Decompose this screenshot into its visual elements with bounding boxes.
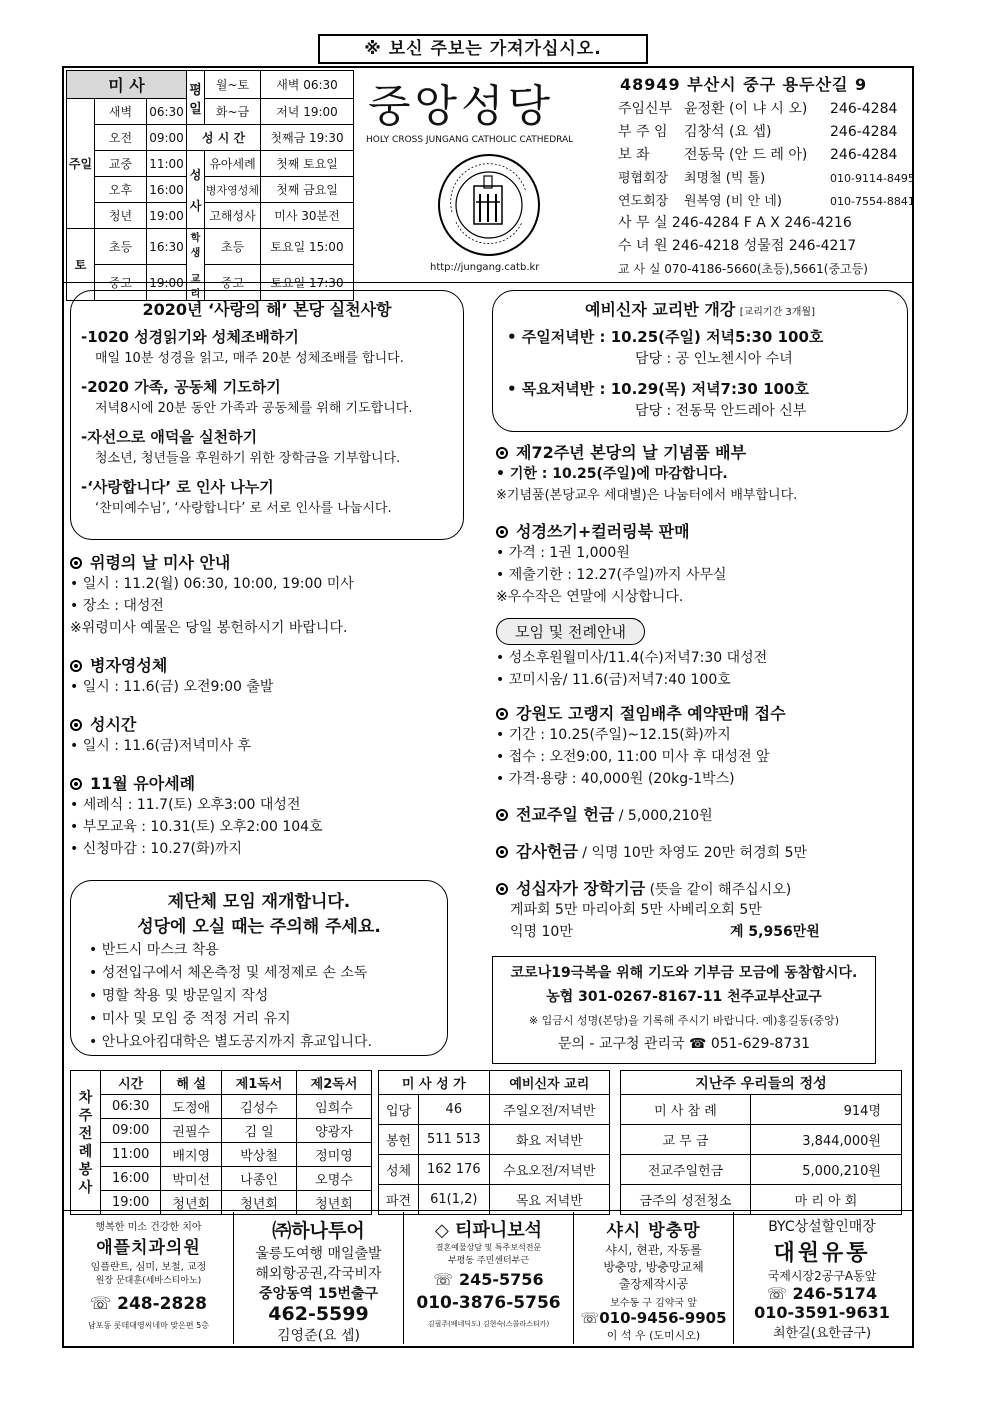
notice-block bbox=[70, 550, 480, 639]
notice-line: • 세례식 : 11.7(토) 오후3:00 대성전 bbox=[70, 797, 301, 813]
sacrament-time: 첫째 토요일 bbox=[261, 151, 354, 177]
covid-line: 코로나19극복을 위해 기도와 기부금 모금에 동참합시다. bbox=[510, 965, 858, 981]
table-row: 19:00 청년회 청년회 청년회 bbox=[71, 1191, 372, 1215]
practice-box bbox=[70, 290, 464, 540]
church-name: 중앙성당 bbox=[368, 81, 555, 132]
covid-line: 농협 301-0267-8167-11 천주교부산교구 bbox=[546, 989, 822, 1005]
ad-byc-store: BYC상설할인매장 대원유통 국제시장2공구A동앞 ☏ 246-5174 010-3591-9631 최한길(요한금구) bbox=[754, 1219, 890, 1341]
sacrament-time: 첫째 금요일 bbox=[261, 177, 354, 203]
service-side-label: 차 주 전 례 봉 사 bbox=[71, 1071, 101, 1215]
bullet-icon bbox=[496, 447, 508, 459]
catechumen-note: [교리기간 3개월] bbox=[739, 307, 815, 318]
notice-line: ※우수작은 연말에 시상합니다. bbox=[496, 589, 684, 605]
notice-title: 성시간 bbox=[90, 715, 137, 734]
notice-line: • 가격·용량 : 40,000원 (20kg-1박스) bbox=[496, 771, 735, 787]
mass-title: 미 사 bbox=[67, 71, 187, 99]
resume-item: • 성전입구에서 체온측정 및 세정제로 손 소독 bbox=[89, 965, 368, 981]
sunday-label: 주일 bbox=[67, 99, 95, 229]
notice-title: 성경쓰기+컬러링북 판매 bbox=[516, 522, 690, 541]
notice-title: 병자영성체 bbox=[90, 656, 168, 675]
resume-item: • 반드시 마스크 착용 bbox=[89, 942, 219, 958]
catechism-name: 중고 bbox=[205, 265, 261, 301]
offering-title: 지난주 우리들의 정성 bbox=[621, 1071, 902, 1095]
weekday-time: 새벽 06:30 bbox=[261, 71, 354, 99]
staff-list bbox=[618, 98, 915, 213]
mass-time: 19:00 bbox=[147, 203, 187, 229]
staff-row: 평협회장 최명철 (빅 톨) 010-9114-8495 bbox=[618, 171, 915, 186]
church-name-en: HOLY CROSS JUNGANG CATHOLIC CATHEDRAL bbox=[366, 135, 574, 145]
left-notices bbox=[70, 550, 480, 860]
mass-time: 09:00 bbox=[147, 125, 187, 151]
practice-item-desc: 저녁8시에 20분 동안 가족과 공동체를 위해 기도합니다. bbox=[95, 401, 413, 416]
notice-line: • 가격 : 1권 1,000원 bbox=[496, 545, 630, 561]
scholar-total: 계 5,956만원 bbox=[730, 924, 820, 940]
church-seal-icon bbox=[436, 152, 542, 258]
resume-item: • 안나요아킴대학은 별도공지까지 휴교입니다. bbox=[89, 1034, 373, 1050]
table-row: 교 무 금 3,844,000원 bbox=[621, 1125, 902, 1155]
hymn-header: 미 사 성 가 bbox=[379, 1071, 490, 1095]
notice-title: 11월 유아세례 bbox=[90, 774, 196, 793]
service-header: 제2독서 bbox=[297, 1071, 372, 1095]
meeting-line: • 꼬미시움/ 11.6(금)저녁7:40 100호 bbox=[496, 672, 731, 688]
header-divider bbox=[64, 282, 912, 283]
notice-line: • 일시 : 11.6(금) 오전9:00 출발 bbox=[70, 679, 274, 695]
table-row: 입당 46 주일오전/저녁반 bbox=[379, 1095, 610, 1125]
staff-row: 보 좌 전동묵 (안 드 레 아) 246-4284 bbox=[618, 147, 898, 163]
catechumen-line: • 목요저녁반 : 10.29(목) 저녁7:30 100호 bbox=[507, 380, 809, 398]
resume-title: 성당에 오실 때는 주의해 주세요. bbox=[137, 917, 381, 937]
bullet-icon bbox=[70, 719, 82, 731]
notice-line: ※위령미사 예물은 당일 봉헌하시기 바랍니다. bbox=[70, 620, 348, 636]
notice-title: 전교주일 헌금 bbox=[516, 805, 615, 824]
notice-line: • 일시 : 11.6(금)저녁미사 후 bbox=[70, 738, 252, 754]
meeting-line: • 성소후원월미사/11.4(수)저녁7:30 대성전 bbox=[496, 650, 768, 666]
service-table bbox=[70, 1070, 372, 1215]
mass-time: 19:00 bbox=[147, 265, 187, 301]
practice-item-title: -‘사랑합니다’ 로 인사 나누기 bbox=[81, 478, 274, 496]
staff-row: 연도회장 원복영 (비 안 네) 010-7554-8841 bbox=[618, 194, 915, 209]
bullet-icon bbox=[70, 778, 82, 790]
resume-item: • 명할 착용 및 방문일지 작성 bbox=[89, 988, 269, 1004]
notice-line: • 접수 : 오전9:00, 11:00 미사 후 대성전 앞 bbox=[496, 749, 770, 765]
catechumen-title: 예비신자 교리반 개강 bbox=[584, 300, 736, 319]
catechumen-line: • 주일저녁반 : 10.25(주일) 저녁5:30 100호 bbox=[507, 328, 824, 346]
mass-name: 오전 bbox=[95, 125, 147, 151]
covid-line: 문의 - 교구청 관리국 ☎ 051-629-8731 bbox=[557, 1036, 811, 1052]
notice-line: • 일시 : 11.2(월) 06:30, 10:00, 19:00 미사 bbox=[70, 576, 354, 592]
covid-line: ※ 입금시 성명(본당)을 기록해 주시기 바랍니다. 예)홍길동(중앙) bbox=[528, 1014, 840, 1027]
bullet-icon bbox=[70, 660, 82, 672]
table-row: 봉헌 511 513 화요 저녁반 bbox=[379, 1125, 610, 1155]
table-row: 06:30 도정애 김성수 임희수 bbox=[71, 1095, 372, 1119]
holy-hour-value: 첫째금 19:30 bbox=[261, 125, 354, 151]
sacrament-label: 성 사 bbox=[187, 151, 205, 229]
notice-title: 성십자가 장학기금 bbox=[516, 879, 646, 898]
staff-row: 부 주 임 김창석 (요 셉) 246-4284 bbox=[618, 124, 898, 140]
bullet-icon bbox=[496, 526, 508, 538]
mass-name: 새벽 bbox=[95, 99, 147, 125]
bullet-icon bbox=[496, 708, 508, 720]
notice-line: • 기간 : 10.25(주일)~12.15(화)까지 bbox=[496, 727, 731, 743]
notice-title: 강원도 고랭지 절임배추 예약판매 접수 bbox=[516, 704, 786, 723]
notice-line: • 기한 : 10.25(주일)에 마감합니다. bbox=[496, 466, 728, 482]
practice-item-title: -자선으로 애덕을 실천하기 bbox=[81, 428, 258, 446]
take-home-banner: ※ 보신 주보는 가져가십시오. bbox=[318, 34, 648, 64]
notice-line: • 제출기한 : 12.27(주일)까지 사무실 bbox=[496, 567, 727, 583]
notice-block bbox=[496, 440, 906, 507]
ad-hanatour: ㈜하나투어 울릉도여행 매일출발 해외항공권,각국비자 중앙동역 15번출구 462-5599 김영준(요 셉) bbox=[234, 1212, 404, 1344]
weekday-days: 화~금 bbox=[205, 99, 261, 125]
weekday-days: 월~토 bbox=[205, 71, 261, 99]
notice-value: / 익명 10만 차영도 20만 허경희 5만 bbox=[582, 845, 807, 861]
ad-tiffany-jewelry: ◇ 티파니보석 결혼예물상담 및 특주보석전문 부평동 주민센터부근 ☏ 245-5756 010-3876-5756 김필주(베네딕도) 김현숙(스콜라스티카) bbox=[404, 1212, 574, 1344]
notice-title: 위령의 날 미사 안내 bbox=[90, 553, 231, 572]
service-header: 시간 bbox=[101, 1071, 161, 1095]
office-line: 수 녀 원 246-4218 성물점 246-4217 bbox=[618, 238, 857, 254]
ad-dental-clinic: 행복한 미소 건강한 치아 애플치과의원 임플란트, 심미, 보철, 교정 원장 문대훈(세바스티아노) ☏ 248-2828 남포동 롯데대영씨네마 맞은편 5층 bbox=[64, 1212, 234, 1344]
catechism-label: 학생 교리 bbox=[187, 229, 205, 301]
church-url: http://jungang.catb.kr bbox=[430, 262, 540, 273]
notice-title: 제72주년 본당의 날 기념품 배부 bbox=[516, 443, 747, 462]
mass-time: 16:30 bbox=[147, 229, 187, 265]
mass-time: 16:00 bbox=[147, 177, 187, 203]
sacrament-name: 병자영성체 bbox=[205, 177, 261, 203]
notice-block bbox=[70, 712, 480, 757]
sacrament-name: 고해성사 bbox=[205, 203, 261, 229]
saturday-label: 토 bbox=[67, 229, 95, 301]
mass-time: 06:30 bbox=[147, 99, 187, 125]
mass-name: 교중 bbox=[95, 151, 147, 177]
sacrament-name: 유아세례 bbox=[205, 151, 261, 177]
notice-block bbox=[496, 701, 906, 790]
notice-line: ※기념품(본당교우 세대별)은 나눔터에서 배부합니다. bbox=[496, 488, 798, 503]
service-header: 제1독서 bbox=[222, 1071, 297, 1095]
mass-name: 청년 bbox=[95, 203, 147, 229]
bullet-icon bbox=[496, 846, 508, 858]
table-row: 전교주일헌금 5,000,210원 bbox=[621, 1155, 902, 1185]
service-header: 해 설 bbox=[161, 1071, 222, 1095]
notice-line: • 장소 : 대성전 bbox=[70, 598, 164, 614]
catechism-time: 토요일 15:00 bbox=[261, 229, 354, 265]
meeting-label: 모임 및 전례안내 bbox=[496, 618, 645, 645]
mass-name: 초등 bbox=[95, 229, 147, 265]
catechism-name: 초등 bbox=[205, 229, 261, 265]
notice-block bbox=[496, 519, 906, 608]
table-row: 16:00 박미선 나종인 오명수 bbox=[71, 1167, 372, 1191]
offering-table bbox=[620, 1070, 902, 1215]
catechumen-box bbox=[492, 290, 908, 432]
table-row: 금주의 성전청소 마 리 아 회 bbox=[621, 1185, 902, 1215]
mission-offering bbox=[496, 802, 906, 827]
practice-item-desc: 청소년, 청년들을 후원하기 위한 장학금을 기부합니다. bbox=[95, 451, 401, 466]
covid-donation-box bbox=[492, 956, 876, 1064]
mass-name: 오후 bbox=[95, 177, 147, 203]
weekday-label: 평 일 bbox=[187, 71, 205, 125]
office-line: 교 사 실 070-4186-5660(초등),5661(중고등) bbox=[618, 262, 868, 276]
hymn-header: 예비신자 교리 bbox=[489, 1071, 609, 1095]
catechism-time: 토요일 17:30 bbox=[261, 265, 354, 301]
resume-item: • 미사 및 모임 중 적정 거리 유지 bbox=[89, 1011, 291, 1027]
practice-item-title: -2020 가족, 공동체 기도하기 bbox=[81, 378, 281, 396]
notice-block bbox=[70, 771, 480, 860]
mass-name: 중고 bbox=[95, 265, 147, 301]
weekday-time: 저녁 19:00 bbox=[261, 99, 354, 125]
church-address: 48949 부산시 중구 용두산길 9 bbox=[620, 75, 868, 94]
right-notices bbox=[496, 440, 906, 943]
holy-hour-label: 성 시 간 bbox=[187, 125, 261, 151]
bullet-icon bbox=[70, 557, 82, 569]
staff-row: 주임신부 윤정환 (이 냐 시 오) 246-4284 bbox=[618, 101, 898, 117]
catechumen-line: 담당 : 공 인노첸시아 수녀 bbox=[635, 351, 793, 367]
hymn-table bbox=[378, 1070, 610, 1215]
resume-title: 제단체 모임 재개합니다. bbox=[167, 892, 351, 912]
bullet-icon bbox=[496, 809, 508, 821]
practice-item-title: -1020 성경읽기와 성체조배하기 bbox=[81, 328, 299, 346]
sacrament-time: 미사 30분전 bbox=[261, 203, 354, 229]
notice-block bbox=[70, 653, 480, 698]
mass-schedule-table bbox=[66, 70, 354, 301]
notice-sub: (뜻을 같이 해주십시오) bbox=[649, 882, 792, 898]
mass-time: 11:00 bbox=[147, 151, 187, 177]
table-row: 미 사 참 례 914명 bbox=[621, 1095, 902, 1125]
table-row: 성체 162 176 수요오전/저녁반 bbox=[379, 1155, 610, 1185]
office-line: 사 무 실 246-4284 F A X 246-4216 bbox=[618, 215, 852, 231]
ads-divider bbox=[64, 1210, 912, 1211]
ad-window-screen: 샤시 방충망 샤시, 현관, 자동롤 방충망, 방충망교체 출장제작시공 보수동 구 김약국 앞 ☏010-9456-9905 이 석 우 (도미시오) bbox=[574, 1212, 734, 1344]
resume-meetings-box bbox=[70, 880, 448, 1056]
bullet-icon bbox=[496, 883, 508, 895]
diamond-icon: ◇ bbox=[434, 1220, 449, 1241]
notice-line: • 부모교육 : 10.31(토) 오후2:00 104호 bbox=[70, 819, 323, 835]
notice-line: 게파회 5만 마리아회 5만 사베리오회 5만 bbox=[510, 902, 762, 918]
practice-item-desc: 매일 10분 성경을 읽고, 매주 20분 성체조배를 합니다. bbox=[95, 351, 404, 366]
table-row: 09:00 권필수 김 일 양광자 bbox=[71, 1119, 372, 1143]
scholarship-fund bbox=[496, 876, 906, 943]
practice-item-desc: ‘찬미예수님’, ‘사랑합니다’ 로 서로 인사를 나눕시다. bbox=[95, 501, 392, 516]
notice-title: 감사헌금 bbox=[516, 842, 578, 861]
table-row: 11:00 배지영 박상철 정미영 bbox=[71, 1143, 372, 1167]
table-row: 파견 61(1,2) 목요 저녁반 bbox=[379, 1185, 610, 1215]
practice-title: 2020년 ‘사랑의 해’ 본당 실천사항 bbox=[142, 300, 392, 319]
notice-value: / 5,000,210원 bbox=[618, 808, 713, 824]
notice-line: 익명 10만 bbox=[510, 924, 573, 940]
catechumen-line: 담당 : 전동묵 안드레아 신부 bbox=[635, 403, 807, 419]
notice-line: • 신청마감 : 10.27(화)까지 bbox=[70, 841, 242, 857]
thanks-offering bbox=[496, 839, 906, 864]
